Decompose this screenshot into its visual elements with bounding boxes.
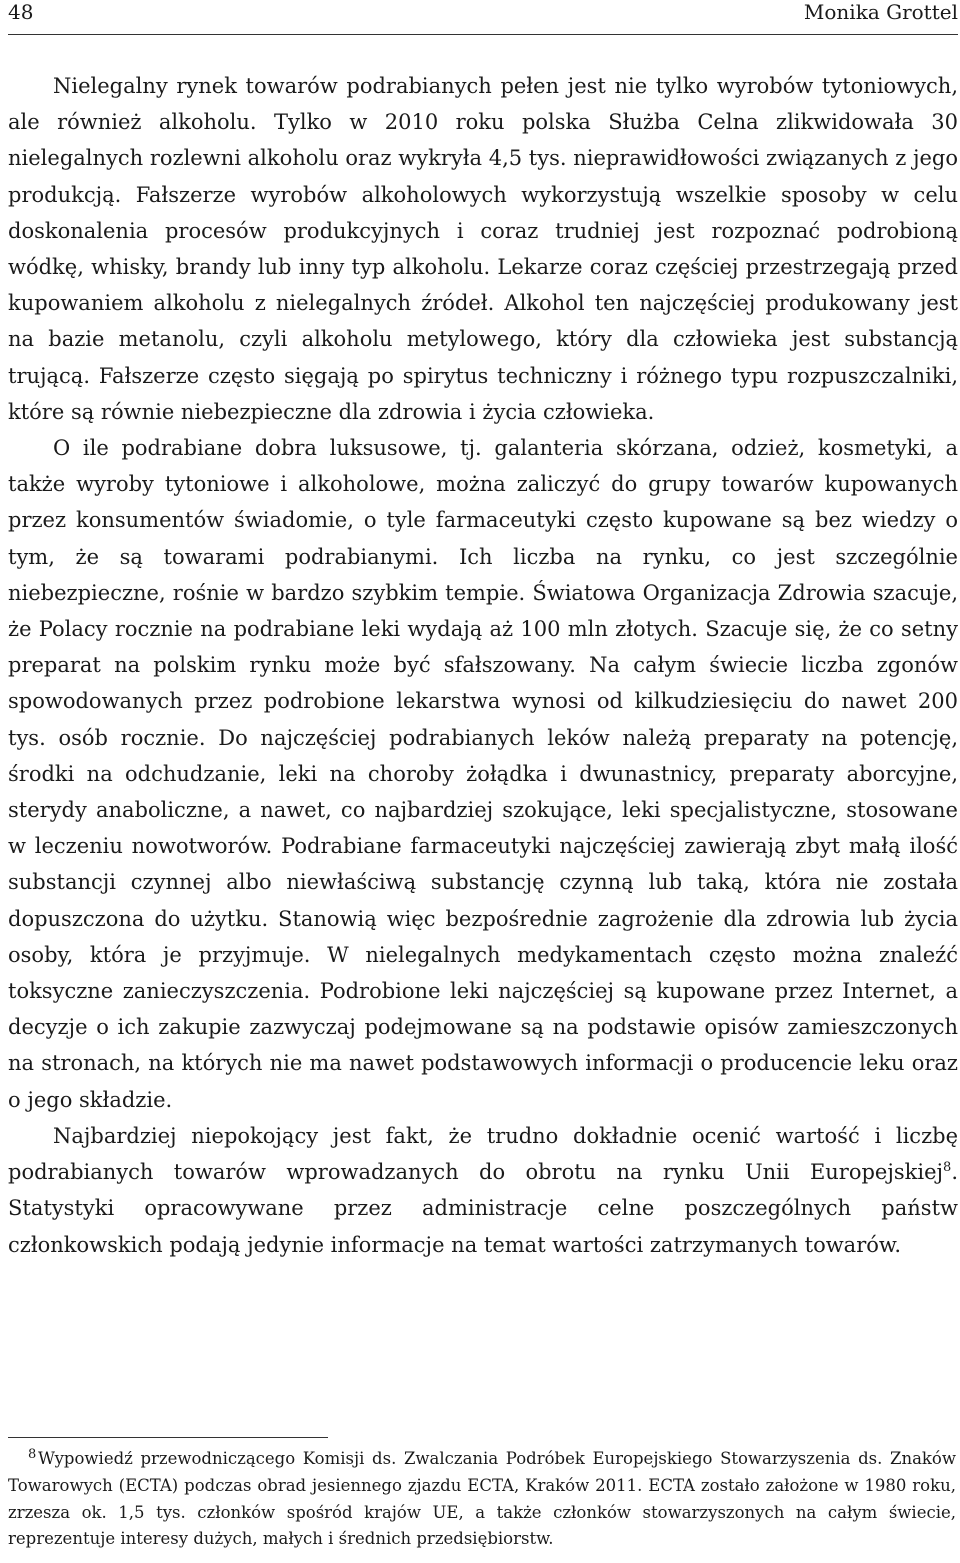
- footnote-marker: 8: [28, 1447, 37, 1462]
- footnote-rule: [8, 1437, 328, 1438]
- running-head-author: Monika Grottel: [803, 0, 958, 24]
- paragraph-1: Nielegalny rynek towarów podrabianych pełen jest nie tylko wyrobów tytoniowych, ale również alkoholu. Tylko w 2010 roku polska Służba Celna zlikwidowała 30 nielegalnych rozlewni alkoholu oraz wykryła 4,5 tys. nieprawidłowości związanych z jego produkcją. Fałszerze wyrobów alkoholowych wykorzystują wszelkie sposoby w celu doskonalenia procesów produkcyjnych i coraz trudniej jest rozpoznać podrobioną wódkę, whisky, brandy lub inny typ alkoholu. Lekarze coraz częściej przestrzegają przed kupowaniem alkoholu z nielegalnych źródeł. Alkohol ten najczęściej produkowany jest na bazie metanolu, czyli alkoholu metylowego, który dla człowieka jest substancją trującą. Fałszerze często sięgają po spirytus techniczny i różnego typu rozpuszczalniki, które są równie niebezpieczne dla zdrowia i życia człowieka.: [8, 74, 959, 424]
- paragraph-2: O ile podrabiane dobra luksusowe, tj. galanteria skórzana, odzież, kosmetyki, a także wyroby tytoniowe i alkoholowe, można zaliczyć do grupy towarów kupowanych przez konsumentów świadomie, o tyle farmaceutyki często kupowane są bez wiedzy o tym, że są towarami podrabianymi. Ich liczba na rynku, co jest szczególnie niebezpieczne, rośnie w bardzo szybkim tempie. Światowa Organizacja Zdrowia szacuje, że Polacy rocznie na podrabiane leki wydają aż 100 mln złotych. Szacuje się, że co setny preparat na polskim rynku może być sfałszowany. Na całym świecie liczba zgonów spowodowanych przez podrobione lekarstwa wynosi od kilkudziesięciu do nawet 200 tys. osób rocznie. Do najczęściej podrabianych leków należą preparaty na potencję, środki na odchudzanie, leki na choroby żołądka i dwunastnicy, preparaty aborcyjne, sterydy anaboliczne, a nawet, co najbardziej szokujące, leki specjalistyczne, stosowane w leczeniu nowotworów. Podrabiane farmaceutyki najczęściej zawierają zbyt małą ilość substancji czynnej albo niewłaściwą substancję czynną lub taką, która nie została dopuszczona do użytku. Stanowią więc bezpośrednie zagrożenie dla zdrowia lub życia osoby, która je przyjmuje. W nielegalnych medykamentach często można znaleźć toksyczne zanieczyszczenia. Podrobione leki najczęściej są kupowane przez Internet, a decyzje o ich zakupie zazwyczaj podejmowane są na podstawie opisów zamieszczonych na stronach, na których nie ma nawet podstawowych informacji o producencie leku oraz o jego składzie.: [8, 436, 958, 1112]
- footnote: [8, 1446, 956, 1553]
- page-number: 48: [8, 0, 34, 24]
- page-header: [8, 0, 958, 30]
- body-text: [8, 68, 958, 1263]
- footnote-reference[interactable]: 8: [943, 1160, 952, 1176]
- header-rule: [8, 34, 958, 35]
- paragraph-3-text-before: Najbardziej niepokojący jest fakt, że trudno dokładnie ocenić wartość i liczbę podrabianych towarów wprowadzanych do obrotu na rynku Unii Europejskiej: [8, 1123, 958, 1185]
- paragraph-3: [8, 1118, 958, 1263]
- footnote-text: Wypowiedź przewodniczącego Komisji ds. Zwalczania Podróbek Europejskiego Stowarzyszenia ds. Znaków Towarowych (ECTA) podczas obrad jesiennego zjazdu ECTA, Kraków 2011. ECTA zostało założone w 1980 roku, zrzesza ok. 1,5 tys. członków spośród krajów UE, a także członków stowarzyszonych na całym świecie, reprezentuje interesy dużych, małych i średnich przedsiębiorstw.: [8, 1449, 956, 1549]
- paragraph-3-text-after: . Statystyki opracowywane przez administracje celne poszczególnych państw członkowskich podają jedynie informacje na temat wartości zatrzymanych towarów.: [8, 1160, 958, 1257]
